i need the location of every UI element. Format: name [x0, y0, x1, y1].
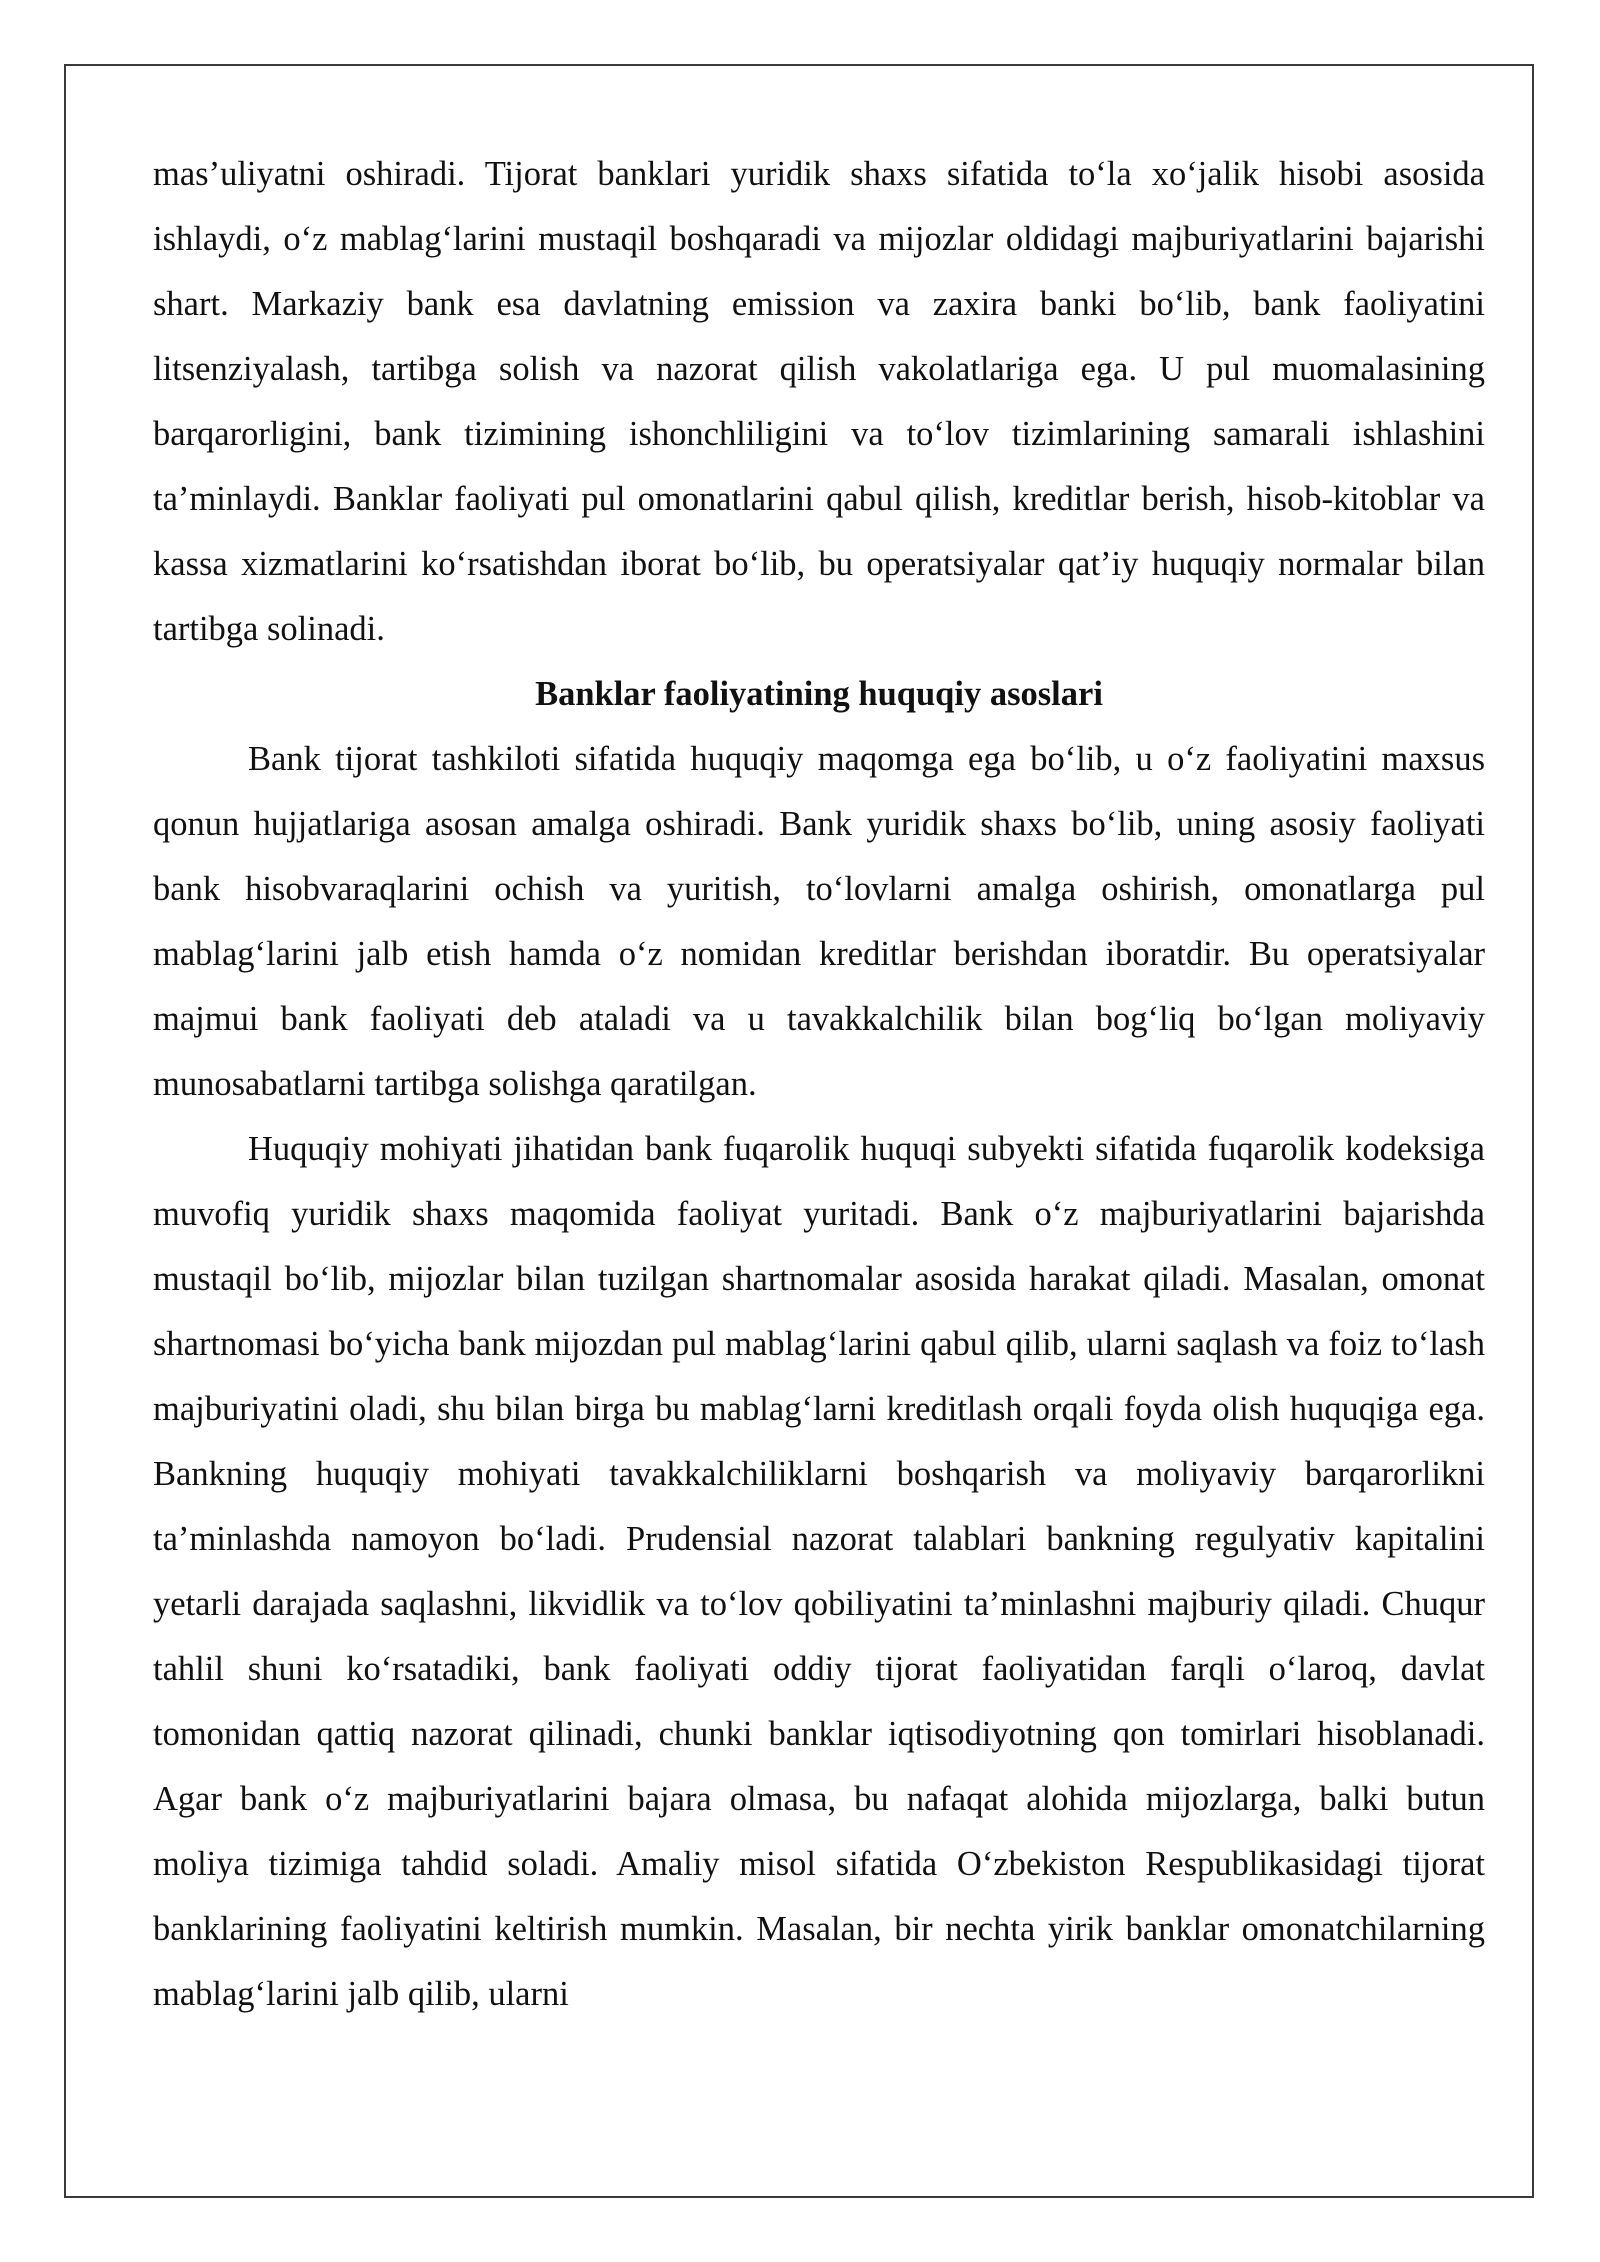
paragraph-legal-essence: Huquqiy mohiyati jihatidan bank fuqarolik huquqi subyekti sifatida fuqarolik kodeksiga muvofiq yuridik shaxs maqomida faoliyat yuritadi. Bank o‘z majburiyatlarini bajarishda mustaqil bo‘lib, mijozlar bilan tuzilgan shartnomalar asosida harakat qiladi. Masalan, omonat shartnomasi bo‘yicha bank mijozdan pul mablag‘larini qabul qilib, ularni saqlash va foiz to‘lash majburiyatini oladi, shu bilan birga bu mablag‘larni kreditlash orqali foyda olish huquqiga ega. Bankning huquqiy mohiyati tavakkalchiliklarni boshqarish va moliyaviy barqarorlikni ta’minlashda namoyon bo‘ladi. Prudensial nazorat talablari bankning regulyativ kapitalini yetarli darajada saqlashni, likvidlik va to‘lov qobiliyatini ta’minlashni majburiy qiladi. Chuqur tahlil shuni ko‘rsatadiki, bank faoliyati oddiy tijorat faoliyatidan farqli o‘laroq, davlat tomonidan qattiq nazorat qilinadi, chunki banklar iqtisodiyotning qon tomirlari hisoblanadi. Agar bank o‘z majburiyatlarini bajara olmasa, bu nafaqat alohida mijozlarga, balki butun moliya tizimiga tahdid soladi. Amaliy misol sifatida O‘zbekiston Respublikasidagi tijorat banklarining faoliyatini keltirish mumkin. Masalan, bir nechta yirik banklar omonatchilarning mablag‘larini jalb qilib, ularni: [153, 1130, 1485, 2013]
document-body: [153, 142, 1485, 2027]
paragraph-continuation: mas’uliyatni oshiradi. Tijorat banklari yuridik shaxs sifatida to‘la xo‘jalik hisobi asosida ishlaydi, o‘z mablag‘larini mustaqil boshqaradi va mijozlar oldidagi majburiyatlarini bajarishi shart. Markaziy bank esa davlatning emission va zaxira banki bo‘lib, bank faoliyatini litsenziyalash, tartibga solish va nazorat qilish vakolatlariga ega. U pul muomalasining barqarorligini, bank tizimining ishonchliligini va to‘lov tizimlarining samarali ishlashini ta’minlaydi. Banklar faoliyati pul omonatlarini qabul qilish, kreditlar berish, hisob-kitoblar va kassa xizmatlarini ko‘rsatishdan iborat bo‘lib, bu operatsiyalar qat’iy huquqiy normalar bilan tartibga solinadi.: [153, 155, 1485, 648]
section-heading: Banklar faoliyatining huquqiy asoslari: [535, 675, 1103, 713]
paragraph-legal-status: Bank tijorat tashkiloti sifatida huquqiy maqomga ega bo‘lib, u o‘z faoliyatini maxsus qonun hujjatlariga asosan amalga oshiradi. Bank yuridik shaxs bo‘lib, uning asosiy faoliyati bank hisobvaraqlarini ochish va yuritish, to‘lovlarni amalga oshirish, omonatlarga pul mablag‘larini jalb etish hamda o‘z nomidan kreditlar berishdan iboratdir. Bu operatsiyalar majmui bank faoliyati deb ataladi va u tavakkalchilik bilan bog‘liq bo‘lgan moliyaviy munosabatlarni tartibga solishga qaratilgan.: [153, 740, 1485, 1103]
